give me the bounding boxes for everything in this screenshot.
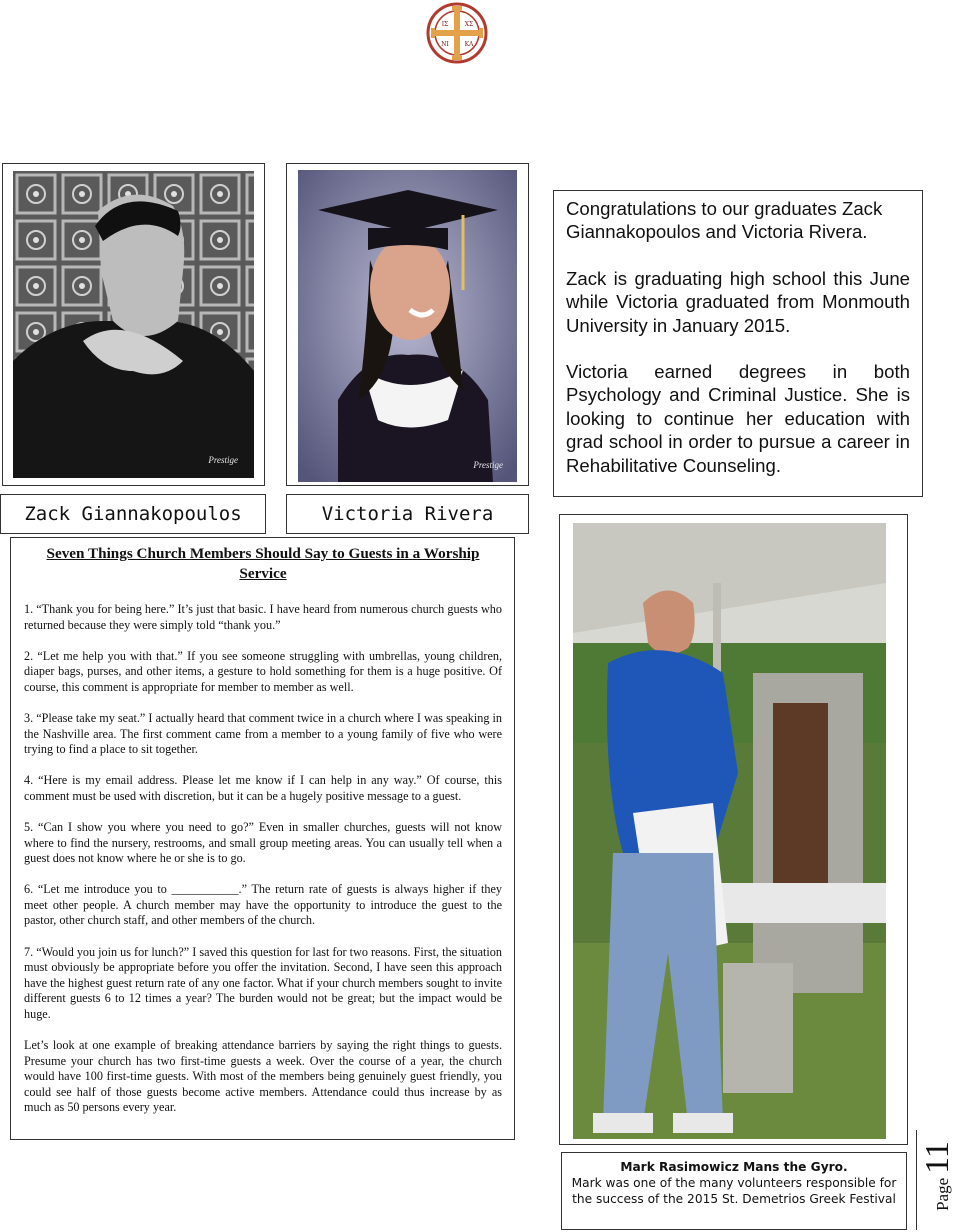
article-item-6: 6. “Let me introduce you to ___________.” The return rate of guests is always higher if they meet other people. A church member may have the opportunity to introduce the guest to the pastor, other church staff, and other members of the church. — [24, 882, 502, 928]
victoria-portrait-photo — [298, 170, 517, 482]
graduates-congrats-box — [553, 190, 923, 497]
page-word: Page — [933, 1177, 952, 1211]
article-title: Seven Things Church Members Should Say to Guests in a Worship Service — [46, 545, 480, 582]
congrats-paragraph-3: Victoria earned degrees in both Psychology and Criminal Justice. She is looking to continue her education with grad school in order to pursue a career in Rehabilitative Counseling. — [566, 361, 910, 476]
seven-things-article — [10, 537, 515, 1140]
page-number: 11 — [919, 1141, 956, 1174]
congrats-paragraph-1: Congratulations to our graduates Zack Giannakopoulos and Victoria Rivera. — [566, 198, 883, 243]
gyro-caption-box — [561, 1152, 907, 1230]
zack-name-label: Zack Giannakopoulos — [0, 494, 266, 534]
seal-text-ka: ΚΑ — [464, 41, 474, 48]
seal-text-is: ΙΣ — [441, 21, 449, 28]
congrats-paragraph-2: Zack is graduating high school this June while Victoria graduated from Monmouth University in January 2015. — [566, 267, 910, 336]
zack-photo-signature: Prestige — [208, 455, 238, 465]
article-item-4: 4. “Here is my email address. Please let me know if I can help in any way.” Of course, this comment must be used with discretion, but it can be a hugely positive message to a guest. — [24, 773, 502, 803]
article-item-1: 1. “Thank you for being here.” It’s just that basic. I have heard from numerous church guests who returned because they were simply told “thank you.” — [24, 602, 502, 632]
gyro-volunteer-photo — [573, 523, 886, 1139]
victoria-name-label: Victoria Rivera — [286, 494, 529, 534]
page-number-label — [918, 1120, 958, 1232]
article-item-2: 2. “Let me help you with that.” If you see someone struggling with umbrellas, young children, diaper bags, purses, and other items, a gesture to hold something for them is a huge positive. Of course, this comment is appropriate for member to member as well. — [24, 648, 502, 694]
zack-portrait-photo — [13, 171, 254, 478]
gyro-photo-frame — [559, 514, 908, 1145]
caption-body: Mark was one of the many volunteers responsible for the success of the 2015 St. Demetrios Greek Festival — [571, 1176, 897, 1207]
article-closing-paragraph: Let’s look at one example of breaking attendance barriers by saying the right things to guests. Presume your church has two first-time guests a week. Over the course of a year, the church would have 100 first-time guests. With most of the members being genuinely guest friendly, you could see half of those guests become active members. Attendance could thus increase by as much as 50 persons every year. — [24, 1037, 502, 1115]
caption-title: Mark Rasimowicz Mans the Gyro. — [620, 1160, 848, 1174]
seal-text-xs: ΧΣ — [464, 21, 474, 28]
page-number-divider — [916, 1130, 917, 1230]
seal-text-ni: ΝΙ — [441, 41, 449, 48]
zack-photo-frame — [2, 163, 265, 486]
church-seal-logo — [426, 2, 488, 64]
victoria-photo-signature: Prestige — [473, 460, 503, 470]
article-item-3: 3. “Please take my seat.” I actually heard that comment twice in a church where I was speaking in the Nashville area. The first comment came from a member to a young family of five who were trying to find a place to sit together. — [24, 710, 502, 757]
article-item-7: 7. “Would you join us for lunch?” I saved this question for last for two reasons. First, the situation must obviously be appropriate before you offer the invitation. Second, I have seen this approach have the highest guest return rate of any one factor. What if your church members sought to invite different guests 6 to 12 times a year? The burden would not be great; but the impact would be huge. — [24, 944, 502, 1021]
victoria-photo-frame — [286, 163, 529, 486]
article-item-5: 5. “Can I show you where you need to go?” Even in smaller churches, guests will not know where to find the nursery, restrooms, and small group meeting areas. You can usually tell when a guest does not know where he or she is to go. — [24, 819, 502, 866]
